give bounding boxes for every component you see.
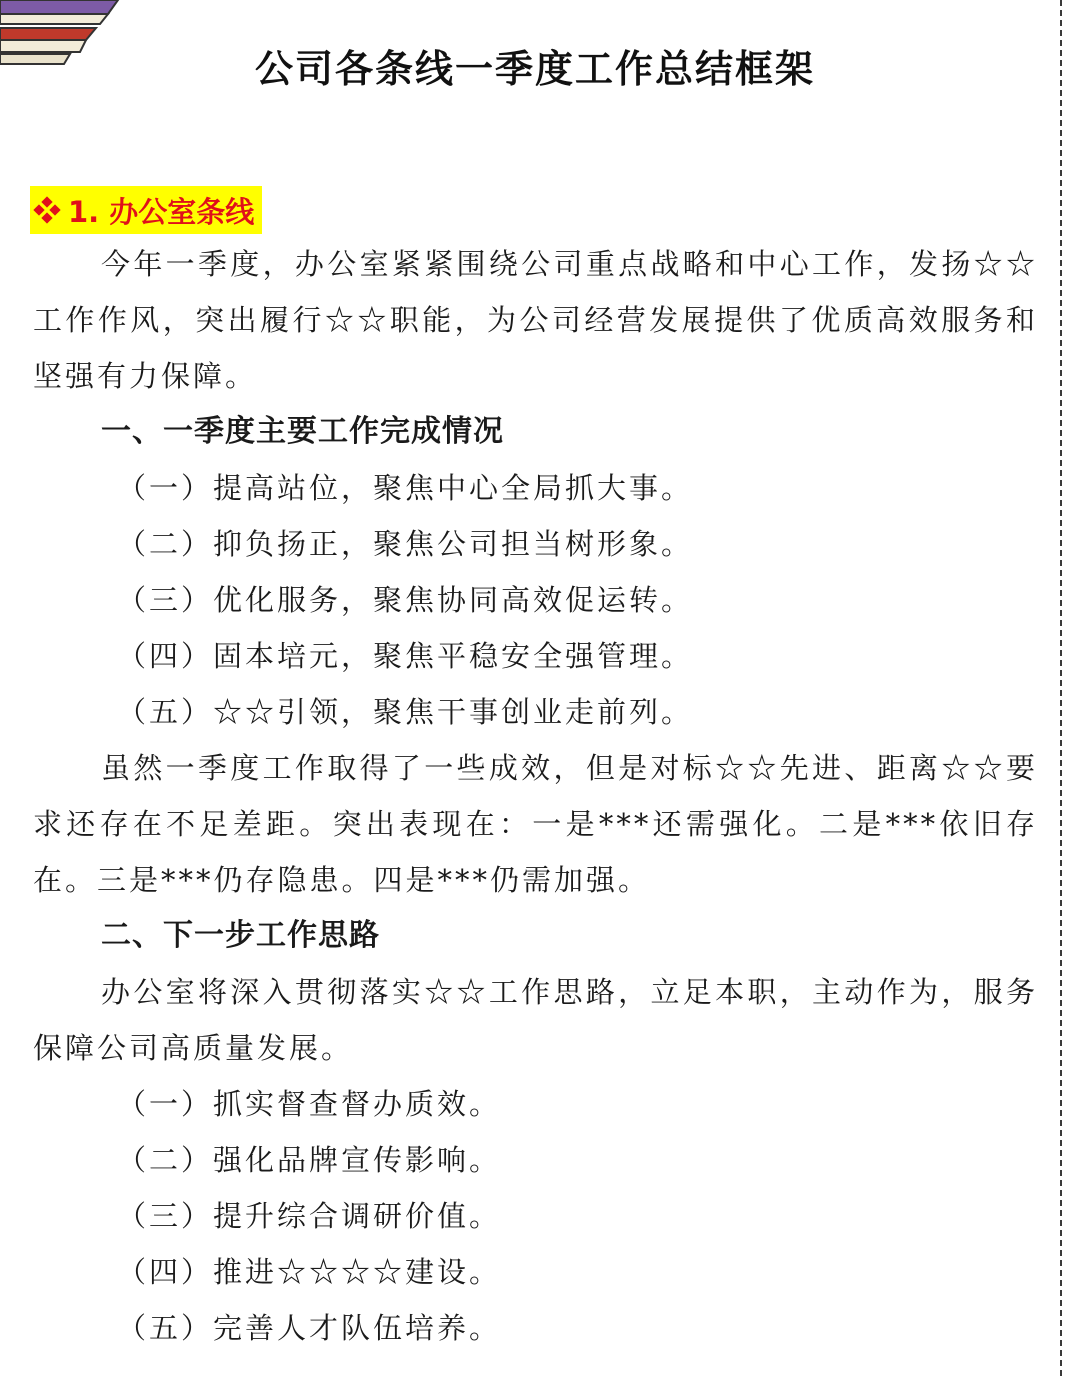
list-item: （一）提高站位，聚焦中心全局抓大事。 xyxy=(117,471,694,505)
list-item: （三）提升综合调研价值。 xyxy=(117,1199,502,1233)
heading-next-steps: 二、下一步工作思路 xyxy=(101,918,380,953)
dashed-page-edge xyxy=(1060,0,1062,1376)
section-tag-office xyxy=(30,186,262,234)
document-title: 公司各条线一季度工作总结框架 xyxy=(254,47,815,91)
intro-paragraph: 今年一季度，办公室紧紧围绕公司重点战略和中心工作，发扬☆☆工作作风，突出履行☆☆职能，为公司经营发展提供了优质高效服务和坚强有力保障。 xyxy=(33,247,1038,393)
section-tag-label: 1. 办公室条线 xyxy=(68,194,255,229)
list-item: （三）优化服务，聚焦协同高效促运转。 xyxy=(117,583,694,617)
list-item: （二）抑负扬正，聚焦公司担当树形象。 xyxy=(117,527,694,561)
plan-paragraph: 办公室将深入贯彻落实☆☆工作思路，立足本职，主动作为，服务保障公司高质量发展。 xyxy=(33,975,1038,1065)
heading-first-quarter: 一、一季度主要工作完成情况 xyxy=(101,414,504,449)
list-item: （四）推进☆☆☆☆建设。 xyxy=(117,1255,502,1289)
document-body xyxy=(33,236,1038,1356)
list-item: （一）抓实督查督办质效。 xyxy=(117,1087,502,1121)
list-item: （五）完善人才队伍培养。 xyxy=(117,1311,502,1345)
list-item: （五）☆☆引领，聚焦干事创业走前列。 xyxy=(117,695,694,729)
list-item: （四）固本培元，聚焦平稳安全强管理。 xyxy=(117,639,694,673)
gap-paragraph: 虽然一季度工作取得了一些成效，但是对标☆☆先进、距离☆☆要求还存在不足差距。突出表现在：一是***还需强化。二是***依旧存在。三是***仍存隐患。四是***仍需加强。 xyxy=(33,751,1038,897)
list-item: （二）强化品牌宣传影响。 xyxy=(117,1143,502,1177)
diamond-bullet-icon xyxy=(34,197,60,223)
